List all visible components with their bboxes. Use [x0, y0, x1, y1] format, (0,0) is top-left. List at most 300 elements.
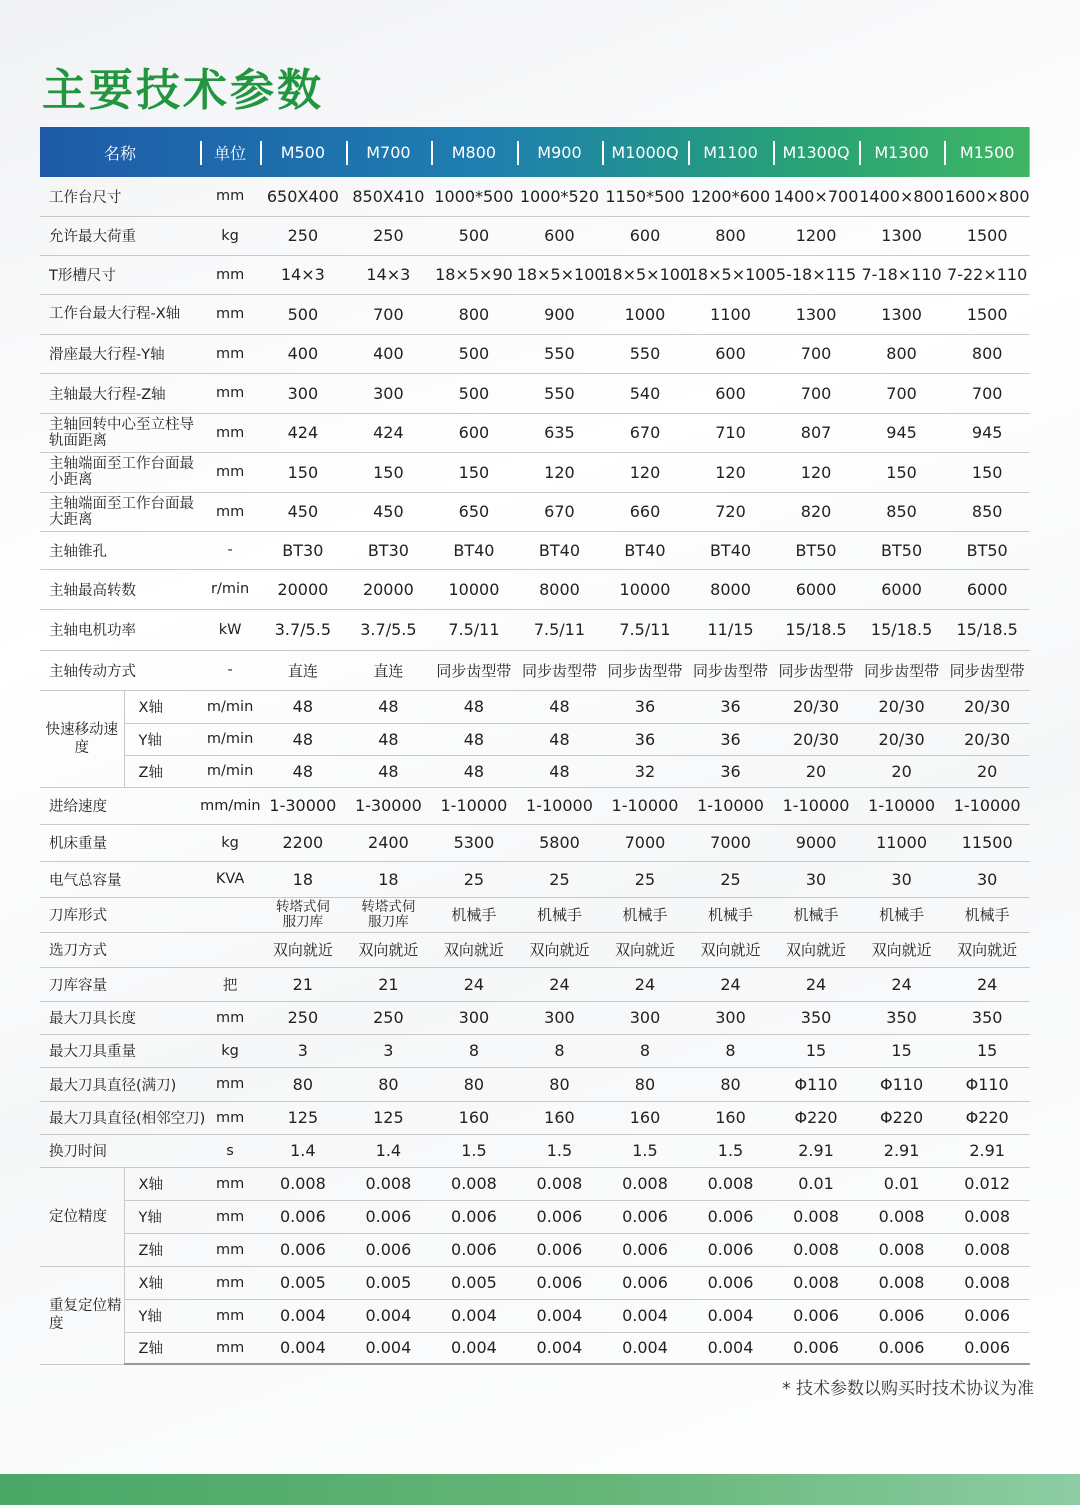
cell-value: 300	[431, 1001, 517, 1034]
cell-value: 0.006	[773, 1332, 859, 1364]
row-unit: mm	[200, 1332, 260, 1364]
cell-value: 500	[431, 334, 517, 373]
cell-value: 2.91	[773, 1134, 859, 1167]
header-model: M1500	[944, 127, 1030, 177]
table-header	[40, 127, 1030, 177]
row-unit: mm	[200, 1067, 260, 1101]
cell-value: 24	[859, 967, 945, 1001]
table-row	[40, 609, 1030, 650]
table-row	[40, 255, 1030, 294]
cell-value: 0.008	[944, 1266, 1030, 1299]
cell-value: 500	[260, 294, 346, 334]
table-row	[40, 373, 1030, 413]
cell-value: 0.006	[944, 1299, 1030, 1332]
cell-value: 1400×700	[773, 177, 859, 216]
cell-value: 0.004	[260, 1299, 346, 1332]
cell-value: 720	[688, 492, 774, 531]
cell-value: 0.008	[346, 1167, 432, 1200]
cell-value: 15	[944, 1034, 1030, 1067]
cell-value: 6000	[773, 569, 859, 609]
cell-value: 125	[346, 1101, 432, 1134]
cell-value: 1-10000	[859, 787, 945, 824]
cell-value: 15/18.5	[944, 609, 1030, 650]
row-name: 主轴传动方式	[40, 650, 200, 690]
cell-value: 8000	[517, 569, 603, 609]
cell-value: 48	[260, 755, 346, 787]
cell-value: 0.008	[602, 1167, 688, 1200]
cell-value: 0.006	[859, 1332, 945, 1364]
table-row	[40, 294, 1030, 334]
cell-value: 450	[260, 492, 346, 531]
cell-value: Φ220	[859, 1101, 945, 1134]
cell-value: 48	[260, 723, 346, 755]
cell-value: 7000	[602, 824, 688, 861]
cell-value: 20/30	[944, 723, 1030, 755]
cell-value: 同步齿型带	[688, 650, 774, 690]
axis-label: Y轴	[124, 723, 200, 755]
cell-value: 直连	[260, 650, 346, 690]
row-unit	[200, 897, 260, 932]
cell-value: 1200*600	[688, 177, 774, 216]
cell-value: 18	[260, 861, 346, 897]
table-row	[40, 1101, 1030, 1134]
cell-value: 20/30	[773, 723, 859, 755]
cell-value: 1-30000	[346, 787, 432, 824]
cell-value: 700	[944, 373, 1030, 413]
cell-value: 8000	[688, 569, 774, 609]
cell-value: 18	[346, 861, 432, 897]
cell-value: 0.004	[431, 1299, 517, 1332]
cell-value: 700	[346, 294, 432, 334]
row-unit: -	[200, 531, 260, 569]
cell-value: 双向就近	[688, 932, 774, 967]
cell-value: 32	[602, 755, 688, 787]
cell-value: 36	[688, 723, 774, 755]
cell-value: 0.006	[688, 1233, 774, 1266]
cell-value: BT40	[431, 531, 517, 569]
cell-value: 0.004	[260, 1332, 346, 1364]
table-row	[40, 1001, 1030, 1034]
cell-value: 800	[944, 334, 1030, 373]
cell-value: 350	[944, 1001, 1030, 1034]
cell-value: 650	[431, 492, 517, 531]
cell-value: 0.004	[431, 1332, 517, 1364]
cell-value: 600	[688, 373, 774, 413]
cell-value: 150	[346, 452, 432, 492]
axis-label: Z轴	[124, 1233, 200, 1266]
axis-label: Y轴	[124, 1299, 200, 1332]
cell-value: BT30	[260, 531, 346, 569]
cell-value: 350	[859, 1001, 945, 1034]
cell-value: 48	[260, 690, 346, 723]
row-unit: mm	[200, 177, 260, 216]
header-name: 名称	[104, 143, 137, 163]
row-unit: mm	[200, 1200, 260, 1233]
cell-value: 160	[517, 1101, 603, 1134]
cell-value: 25	[602, 861, 688, 897]
cell-value: Φ220	[773, 1101, 859, 1134]
table-row	[40, 334, 1030, 373]
cell-value: 250	[346, 216, 432, 255]
cell-value: BT40	[688, 531, 774, 569]
cell-value: 800	[688, 216, 774, 255]
cell-value: 14×3	[346, 255, 432, 294]
cell-value: 0.004	[602, 1332, 688, 1364]
row-name: 工作台尺寸	[40, 177, 200, 216]
cell-value: 150	[859, 452, 945, 492]
axis-label: Y轴	[124, 1200, 200, 1233]
cell-value: 双向就近	[773, 932, 859, 967]
axis-label: X轴	[124, 1167, 200, 1200]
row-name: 换刀时间	[40, 1134, 200, 1167]
cell-value: 30	[944, 861, 1030, 897]
cell-value: 24	[688, 967, 774, 1001]
cell-value: 18×5×100	[602, 255, 688, 294]
header-model: M500	[260, 127, 346, 177]
cell-value: 0.006	[602, 1233, 688, 1266]
row-unit: kW	[200, 609, 260, 650]
cell-value: 7.5/11	[431, 609, 517, 650]
cell-value: 36	[688, 755, 774, 787]
cell-value: 400	[260, 334, 346, 373]
table-row	[40, 452, 1030, 492]
cell-value: 10000	[431, 569, 517, 609]
group-name: 重复定位精度	[40, 1266, 124, 1364]
cell-value: 5-18×115	[773, 255, 859, 294]
cell-value: 945	[859, 413, 945, 452]
cell-value: 710	[688, 413, 774, 452]
row-unit: mm	[200, 1233, 260, 1266]
cell-value: 250	[346, 1001, 432, 1034]
cell-value: 48	[346, 690, 432, 723]
table-row	[40, 1167, 1030, 1200]
cell-value: 600	[517, 216, 603, 255]
cell-value: 21	[346, 967, 432, 1001]
cell-value: 8	[688, 1034, 774, 1067]
cell-value: 15/18.5	[773, 609, 859, 650]
cell-value: 0.004	[346, 1332, 432, 1364]
table-row	[40, 1034, 1030, 1067]
cell-value: 0.006	[431, 1200, 517, 1233]
cell-value: 转塔式伺服刀库	[260, 897, 346, 932]
row-name: 最大刀具直径(满刀)	[40, 1067, 200, 1101]
cell-value: 同步齿型带	[602, 650, 688, 690]
cell-value: 550	[602, 334, 688, 373]
axis-label: Z轴	[124, 755, 200, 787]
cell-value: 同步齿型带	[517, 650, 603, 690]
cell-value: 1000*520	[517, 177, 603, 216]
cell-value: BT50	[773, 531, 859, 569]
cell-value: 600	[602, 216, 688, 255]
bottom-band	[0, 1474, 1080, 1505]
row-unit: -	[200, 650, 260, 690]
cell-value: 11/15	[688, 609, 774, 650]
axis-label: X轴	[124, 690, 200, 723]
cell-value: 转塔式伺服刀库	[346, 897, 432, 932]
cell-value: 120	[773, 452, 859, 492]
cell-value: 6000	[944, 569, 1030, 609]
footnote: * 技术参数以购买时技术协议为准	[782, 1379, 1034, 1399]
cell-value: 机械手	[944, 897, 1030, 932]
cell-value: 18×5×100	[688, 255, 774, 294]
cell-value: 820	[773, 492, 859, 531]
cell-value: 8	[431, 1034, 517, 1067]
row-name: 最大刀具直径(相邻空刀)	[40, 1101, 200, 1134]
cell-value: 双向就近	[944, 932, 1030, 967]
cell-value: 250	[260, 216, 346, 255]
cell-value: 7-22×110	[944, 255, 1030, 294]
cell-value: 2200	[260, 824, 346, 861]
cell-value: 2400	[346, 824, 432, 861]
table-row	[40, 690, 1030, 723]
cell-value: 48	[517, 690, 603, 723]
cell-value: 48	[431, 723, 517, 755]
cell-value: 双向就近	[346, 932, 432, 967]
row-unit: mm	[200, 255, 260, 294]
cell-value: 18×5×100	[517, 255, 603, 294]
cell-value: Φ110	[773, 1067, 859, 1101]
row-name: 主轴端面至工作台面最大距离	[40, 492, 200, 531]
cell-value: 1.5	[517, 1134, 603, 1167]
cell-value: 0.006	[602, 1266, 688, 1299]
cell-value: 20/30	[859, 690, 945, 723]
cell-value: 30	[773, 861, 859, 897]
row-unit: kg	[200, 216, 260, 255]
cell-value: 0.008	[773, 1200, 859, 1233]
row-name: 刀库形式	[40, 897, 200, 932]
cell-value: 3.7/5.5	[260, 609, 346, 650]
page-title: 主要技术参数	[42, 65, 324, 116]
table-row	[40, 1266, 1030, 1299]
cell-value: 1000	[602, 294, 688, 334]
cell-value: 300	[602, 1001, 688, 1034]
cell-value: 160	[602, 1101, 688, 1134]
cell-value: 650X400	[260, 177, 346, 216]
cell-value: 600	[431, 413, 517, 452]
cell-value: 1300	[859, 216, 945, 255]
cell-value: 1-10000	[944, 787, 1030, 824]
cell-value: 25	[688, 861, 774, 897]
cell-value: 48	[346, 723, 432, 755]
cell-value: 2.91	[944, 1134, 1030, 1167]
table-row	[40, 413, 1030, 452]
cell-value: 1.5	[688, 1134, 774, 1167]
row-unit: mm	[200, 1266, 260, 1299]
cell-value: 48	[517, 723, 603, 755]
row-unit: mm	[200, 1101, 260, 1134]
cell-value: 120	[688, 452, 774, 492]
cell-value: 0.008	[944, 1233, 1030, 1266]
cell-value: 0.006	[260, 1233, 346, 1266]
cell-value: 7-18×110	[859, 255, 945, 294]
cell-value: 450	[346, 492, 432, 531]
table-row	[40, 216, 1030, 255]
cell-value: 0.006	[944, 1332, 1030, 1364]
table-row	[40, 967, 1030, 1001]
cell-value: 424	[260, 413, 346, 452]
cell-value: 80	[688, 1067, 774, 1101]
row-name: 主轴回转中心至立柱导轨面距离	[40, 413, 200, 452]
cell-value: 900	[517, 294, 603, 334]
cell-value: 同步齿型带	[431, 650, 517, 690]
cell-value: 11000	[859, 824, 945, 861]
cell-value: 7.5/11	[517, 609, 603, 650]
cell-value: 300	[517, 1001, 603, 1034]
table-row	[40, 1067, 1030, 1101]
cell-value: BT50	[944, 531, 1030, 569]
cell-value: 20/30	[944, 690, 1030, 723]
cell-value: 0.006	[517, 1266, 603, 1299]
cell-value: 150	[431, 452, 517, 492]
row-name: 进给速度	[40, 787, 200, 824]
cell-value: 160	[688, 1101, 774, 1134]
cell-value: 20/30	[773, 690, 859, 723]
cell-value: 0.012	[944, 1167, 1030, 1200]
cell-value: 48	[431, 755, 517, 787]
header-model: M1300	[859, 127, 945, 177]
cell-value: 0.008	[688, 1167, 774, 1200]
cell-value: 24	[944, 967, 1030, 1001]
cell-value: 11500	[944, 824, 1030, 861]
table-row	[40, 492, 1030, 531]
row-name: 主轴最大行程-Z轴	[40, 373, 200, 413]
row-unit: m/min	[200, 690, 260, 723]
table-row	[40, 861, 1030, 897]
cell-value: 48	[431, 690, 517, 723]
cell-value: 550	[517, 334, 603, 373]
cell-value: 0.006	[517, 1200, 603, 1233]
cell-value: 3.7/5.5	[346, 609, 432, 650]
cell-value: 36	[602, 723, 688, 755]
cell-value: 0.004	[688, 1332, 774, 1364]
row-unit: kg	[200, 824, 260, 861]
cell-value: 3	[260, 1034, 346, 1067]
cell-value: 1400×800	[859, 177, 945, 216]
cell-value: 807	[773, 413, 859, 452]
row-unit: mm	[200, 294, 260, 334]
row-unit: mm	[200, 334, 260, 373]
header-model: M1300Q	[773, 127, 859, 177]
row-name: 主轴电机功率	[40, 609, 200, 650]
cell-value: 24	[773, 967, 859, 1001]
table-row	[40, 897, 1030, 932]
table-row	[40, 177, 1030, 216]
cell-value: 25	[517, 861, 603, 897]
row-name: 机床重量	[40, 824, 200, 861]
table-row	[40, 1134, 1030, 1167]
cell-value: 0.004	[346, 1299, 432, 1332]
cell-value: 机械手	[602, 897, 688, 932]
cell-value: 1-10000	[431, 787, 517, 824]
cell-value: 850X410	[346, 177, 432, 216]
row-unit: mm	[200, 413, 260, 452]
cell-value: 1600×800	[944, 177, 1030, 216]
cell-value: 14×3	[260, 255, 346, 294]
cell-value: 0.008	[859, 1266, 945, 1299]
cell-value: 同步齿型带	[859, 650, 945, 690]
cell-value: 20000	[260, 569, 346, 609]
cell-value: 80	[602, 1067, 688, 1101]
cell-value: 36	[602, 690, 688, 723]
cell-value: 21	[260, 967, 346, 1001]
row-name: 主轴最高转数	[40, 569, 200, 609]
table-row	[40, 531, 1030, 569]
table-row	[40, 723, 1030, 755]
cell-value: BT40	[602, 531, 688, 569]
cell-value: 0.005	[346, 1266, 432, 1299]
cell-value: 850	[859, 492, 945, 531]
row-name: 最大刀具重量	[40, 1034, 200, 1067]
cell-value: 24	[517, 967, 603, 1001]
cell-value: 24	[431, 967, 517, 1001]
cell-value: 1150*500	[602, 177, 688, 216]
cell-value: 0.01	[773, 1167, 859, 1200]
cell-value: 15/18.5	[859, 609, 945, 650]
cell-value: 5300	[431, 824, 517, 861]
cell-value: 1300	[859, 294, 945, 334]
cell-value: 500	[431, 216, 517, 255]
group-name: 定位精度	[40, 1167, 124, 1266]
cell-value: 双向就近	[602, 932, 688, 967]
cell-value: 0.006	[688, 1266, 774, 1299]
cell-value: 0.008	[944, 1200, 1030, 1233]
cell-value: 7.5/11	[602, 609, 688, 650]
cell-value: 双向就近	[260, 932, 346, 967]
cell-value: 1.5	[431, 1134, 517, 1167]
cell-value: 6000	[859, 569, 945, 609]
cell-value: 0.005	[260, 1266, 346, 1299]
cell-value: 0.006	[517, 1233, 603, 1266]
cell-value: Φ110	[859, 1067, 945, 1101]
cell-value: 550	[517, 373, 603, 413]
cell-value: 双向就近	[859, 932, 945, 967]
row-name: 最大刀具长度	[40, 1001, 200, 1034]
cell-value: 670	[602, 413, 688, 452]
cell-value: 0.004	[688, 1299, 774, 1332]
row-name: 工作台最大行程-X轴	[40, 294, 200, 334]
group-name: 快速移动速度	[40, 690, 124, 787]
cell-value: 80	[431, 1067, 517, 1101]
row-name: 主轴端面至工作台面最小距离	[40, 452, 200, 492]
cell-value: 400	[346, 334, 432, 373]
cell-value: 20	[944, 755, 1030, 787]
cell-value: 15	[773, 1034, 859, 1067]
cell-value: 1.5	[602, 1134, 688, 1167]
row-unit: mm	[200, 373, 260, 413]
header-model: M1100	[688, 127, 774, 177]
cell-value: 25	[431, 861, 517, 897]
cell-value: 0.006	[602, 1200, 688, 1233]
cell-value: 5800	[517, 824, 603, 861]
cell-value: 0.006	[773, 1299, 859, 1332]
row-name: T形槽尺寸	[40, 255, 200, 294]
cell-value: 0.01	[859, 1167, 945, 1200]
cell-value: 150	[260, 452, 346, 492]
row-unit: m/min	[200, 723, 260, 755]
row-unit: kg	[200, 1034, 260, 1067]
cell-value: 300	[346, 373, 432, 413]
cell-value: 0.006	[346, 1200, 432, 1233]
cell-value: 0.004	[517, 1299, 603, 1332]
cell-value: 20000	[346, 569, 432, 609]
row-name: 选刀方式	[40, 932, 200, 967]
cell-value: 120	[517, 452, 603, 492]
cell-value: 1300	[773, 294, 859, 334]
cell-value: 350	[773, 1001, 859, 1034]
cell-value: 300	[688, 1001, 774, 1034]
cell-value: 80	[260, 1067, 346, 1101]
table-row	[40, 932, 1030, 967]
